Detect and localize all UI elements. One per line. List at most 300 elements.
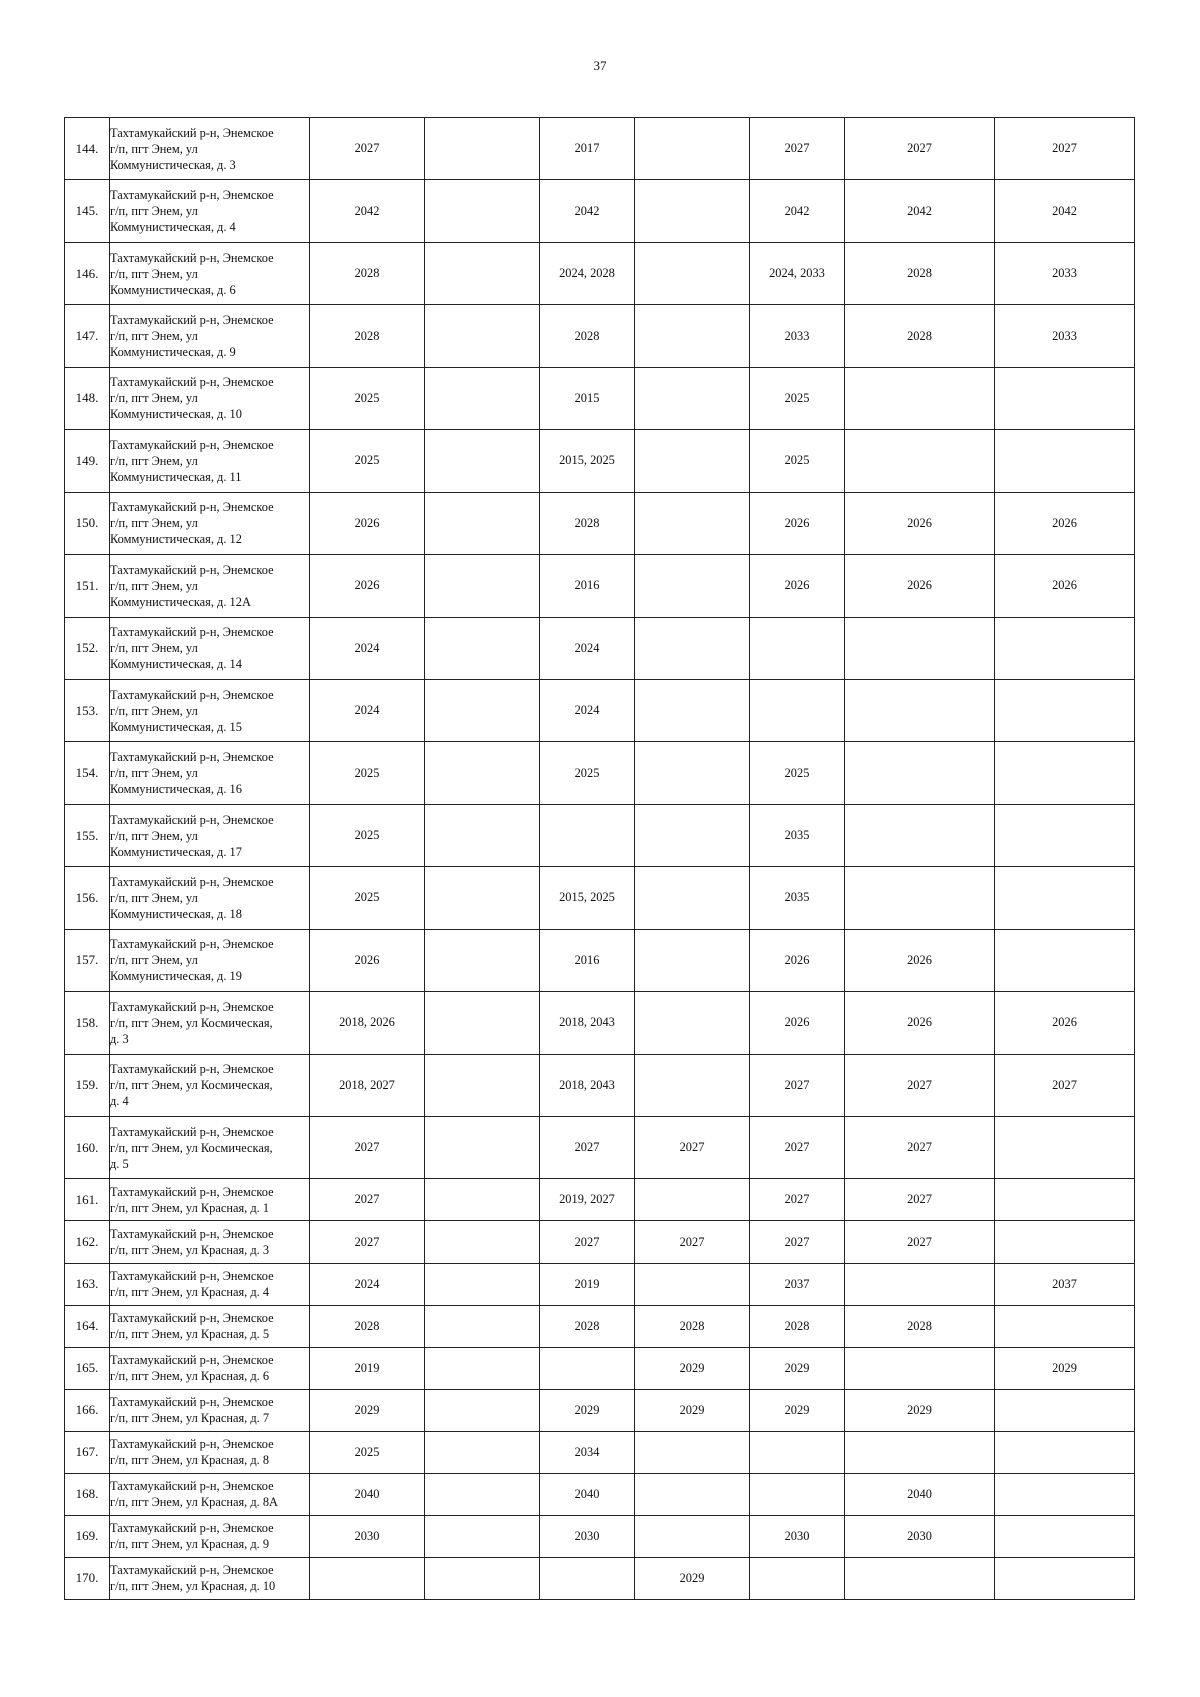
year-cell-col-2 xyxy=(425,305,540,367)
address-cell xyxy=(110,305,310,367)
address-line: Тахтамукайский р-н, Энемское xyxy=(110,937,274,952)
address-line: Тахтамукайский р-н, Энемское xyxy=(110,1184,274,1199)
year-cell-col-5: 2026 xyxy=(750,492,845,554)
year-cell-col-7 xyxy=(995,617,1135,679)
year-cell-col-5: 2027 xyxy=(750,118,845,180)
year-cell-col-1: 2026 xyxy=(310,492,425,554)
row-number: 164. xyxy=(65,1305,110,1347)
row-number: 157. xyxy=(65,929,110,991)
year-cell-col-1: 2026 xyxy=(310,929,425,991)
year-cell-col-7 xyxy=(995,1473,1135,1515)
table-row xyxy=(65,305,1135,367)
year-cell-col-6 xyxy=(845,679,995,741)
year-cell-col-1: 2025 xyxy=(310,430,425,492)
year-cell-col-4 xyxy=(635,1054,750,1116)
year-cell-col-4 xyxy=(635,305,750,367)
year-cell-col-1: 2028 xyxy=(310,305,425,367)
year-cell-col-2 xyxy=(425,1431,540,1473)
year-cell-col-5: 2030 xyxy=(750,1515,845,1557)
year-cell-col-4 xyxy=(635,1473,750,1515)
address-cell xyxy=(110,1431,310,1473)
year-cell-col-5: 2027 xyxy=(750,1179,845,1221)
repair-schedule-table xyxy=(64,117,1135,1600)
year-cell-col-4: 2029 xyxy=(635,1347,750,1389)
year-cell-col-6 xyxy=(845,1347,995,1389)
row-number: 152. xyxy=(65,617,110,679)
year-cell-col-6: 2027 xyxy=(845,1117,995,1179)
year-cell-col-7 xyxy=(995,929,1135,991)
year-cell-col-2 xyxy=(425,180,540,242)
year-cell-col-7: 2037 xyxy=(995,1263,1135,1305)
year-cell-col-6 xyxy=(845,617,995,679)
address-line: г/п, пгт Энем, ул Красная, д. 6 xyxy=(110,1369,270,1384)
address-line: г/п, пгт Энем, ул xyxy=(110,204,198,219)
year-cell-col-3: 2015, 2025 xyxy=(540,867,635,929)
year-cell-col-3: 2029 xyxy=(540,1389,635,1431)
year-cell-col-4 xyxy=(635,867,750,929)
address-line: Тахтамукайский р-н, Энемское xyxy=(110,1227,274,1241)
row-number: 147. xyxy=(65,305,110,367)
year-cell-col-4 xyxy=(635,679,750,741)
year-cell-col-4 xyxy=(635,180,750,242)
address-line: д. 5 xyxy=(110,1156,129,1171)
address-line: г/п, пгт Энем, ул xyxy=(110,141,198,156)
year-cell-col-6: 2027 xyxy=(845,1179,995,1221)
year-cell-col-5: 2025 xyxy=(750,430,845,492)
address-cell xyxy=(110,555,310,617)
year-cell-col-3: 2016 xyxy=(540,555,635,617)
year-cell-col-6: 2030 xyxy=(845,1515,995,1557)
year-cell-col-6: 2026 xyxy=(845,555,995,617)
table-row xyxy=(65,1389,1135,1431)
year-cell-col-3: 2028 xyxy=(540,492,635,554)
year-cell-col-7 xyxy=(995,679,1135,741)
year-cell-col-1 xyxy=(310,1557,425,1599)
address-cell xyxy=(110,867,310,929)
year-cell-col-2 xyxy=(425,430,540,492)
table-row xyxy=(65,1221,1135,1263)
address-line: Тахтамукайский р-н, Энемское xyxy=(110,1479,274,1494)
year-cell-col-1: 2024 xyxy=(310,617,425,679)
year-cell-col-4 xyxy=(635,1515,750,1557)
address-line: Коммунистическая, д. 16 xyxy=(110,782,242,797)
address-cell xyxy=(110,1473,310,1515)
address-line: Коммунистическая, д. 19 xyxy=(110,969,242,984)
address-line: г/п, пгт Энем, ул xyxy=(110,453,198,468)
address-line: Тахтамукайский р-н, Энемское xyxy=(110,562,274,577)
year-cell-col-5 xyxy=(750,1431,845,1473)
year-cell-col-6: 2028 xyxy=(845,1305,995,1347)
year-cell-col-4: 2029 xyxy=(635,1389,750,1431)
year-cell-col-7: 2042 xyxy=(995,180,1135,242)
address-line: г/п, пгт Энем, ул xyxy=(110,266,198,281)
year-cell-col-3: 2028 xyxy=(540,305,635,367)
address-cell xyxy=(110,679,310,741)
row-number: 163. xyxy=(65,1263,110,1305)
row-number: 146. xyxy=(65,242,110,304)
year-cell-col-2 xyxy=(425,1347,540,1389)
row-number: 166. xyxy=(65,1389,110,1431)
year-cell-col-5: 2026 xyxy=(750,992,845,1054)
address-line: Коммунистическая, д. 12 xyxy=(110,532,242,547)
address-cell xyxy=(110,1263,310,1305)
address-line: Коммунистическая, д. 9 xyxy=(110,345,236,360)
year-cell-col-7 xyxy=(995,1221,1135,1263)
year-cell-col-2 xyxy=(425,1305,540,1347)
address-line: Тахтамукайский р-н, Энемское xyxy=(110,188,274,203)
table-row xyxy=(65,617,1135,679)
year-cell-col-3: 2024 xyxy=(540,679,635,741)
year-cell-col-1: 2027 xyxy=(310,1179,425,1221)
address-line: г/п, пгт Энем, ул Красная, д. 1 xyxy=(110,1200,270,1215)
year-cell-col-4: 2029 xyxy=(635,1557,750,1599)
address-cell xyxy=(110,180,310,242)
year-cell-col-7 xyxy=(995,1179,1135,1221)
address-line: г/п, пгт Энем, ул xyxy=(110,953,198,968)
address-line: Тахтамукайский р-н, Энемское xyxy=(110,1521,274,1536)
row-number: 162. xyxy=(65,1221,110,1263)
table-row xyxy=(65,992,1135,1054)
address-cell xyxy=(110,492,310,554)
address-line: г/п, пгт Энем, ул Красная, д. 10 xyxy=(110,1579,276,1594)
year-cell-col-2 xyxy=(425,679,540,741)
address-line: Тахтамукайский р-н, Энемское xyxy=(110,1437,274,1452)
address-line: Коммунистическая, д. 12А xyxy=(110,594,251,609)
year-cell-col-4 xyxy=(635,1431,750,1473)
year-cell-col-4 xyxy=(635,555,750,617)
year-cell-col-4 xyxy=(635,118,750,180)
year-cell-col-6: 2027 xyxy=(845,1054,995,1116)
table-row xyxy=(65,1473,1135,1515)
year-cell-col-7 xyxy=(995,804,1135,866)
row-number: 151. xyxy=(65,555,110,617)
year-cell-col-6: 2027 xyxy=(845,118,995,180)
year-cell-col-1: 2018, 2027 xyxy=(310,1054,425,1116)
year-cell-col-4 xyxy=(635,617,750,679)
table-row xyxy=(65,430,1135,492)
table-row xyxy=(65,492,1135,554)
table-row xyxy=(65,1515,1135,1557)
address-cell xyxy=(110,742,310,804)
address-cell xyxy=(110,617,310,679)
address-line: г/п, пгт Энем, ул Красная, д. 8А xyxy=(110,1495,278,1510)
year-cell-col-5: 2029 xyxy=(750,1389,845,1431)
year-cell-col-4 xyxy=(635,742,750,804)
year-cell-col-2 xyxy=(425,1263,540,1305)
address-line: г/п, пгт Энем, ул Космическая, xyxy=(110,1140,273,1155)
year-cell-col-2 xyxy=(425,1515,540,1557)
address-cell xyxy=(110,804,310,866)
year-cell-col-6 xyxy=(845,430,995,492)
address-line: Тахтамукайский р-н, Энемское xyxy=(110,250,274,265)
address-line: Тахтамукайский р-н, Энемское xyxy=(110,874,274,889)
year-cell-col-5: 2025 xyxy=(750,367,845,429)
address-cell xyxy=(110,367,310,429)
year-cell-col-2 xyxy=(425,555,540,617)
address-line: Коммунистическая, д. 10 xyxy=(110,407,242,422)
year-cell-col-3: 2019, 2027 xyxy=(540,1179,635,1221)
year-cell-col-2 xyxy=(425,992,540,1054)
year-cell-col-5: 2027 xyxy=(750,1054,845,1116)
row-number: 159. xyxy=(65,1054,110,1116)
address-line: г/п, пгт Энем, ул Красная, д. 5 xyxy=(110,1327,270,1342)
table-row xyxy=(65,367,1135,429)
year-cell-col-2 xyxy=(425,1117,540,1179)
year-cell-col-1: 2027 xyxy=(310,1221,425,1263)
year-cell-col-4 xyxy=(635,430,750,492)
year-cell-col-5: 2029 xyxy=(750,1347,845,1389)
year-cell-col-1: 2025 xyxy=(310,742,425,804)
year-cell-col-2 xyxy=(425,867,540,929)
year-cell-col-7 xyxy=(995,430,1135,492)
year-cell-col-2 xyxy=(425,1054,540,1116)
year-cell-col-2 xyxy=(425,617,540,679)
address-line: г/п, пгт Энем, ул Красная, д. 8 xyxy=(110,1453,270,1468)
address-cell xyxy=(110,242,310,304)
row-number: 145. xyxy=(65,180,110,242)
year-cell-col-5: 2026 xyxy=(750,555,845,617)
address-line: г/п, пгт Энем, ул Красная, д. 3 xyxy=(110,1243,270,1257)
address-line: Коммунистическая, д. 6 xyxy=(110,282,236,297)
address-line: Тахтамукайский р-н, Энемское xyxy=(110,750,274,765)
year-cell-col-1: 2028 xyxy=(310,242,425,304)
year-cell-col-5: 2035 xyxy=(750,867,845,929)
address-line: г/п, пгт Энем, ул xyxy=(110,329,198,344)
address-cell xyxy=(110,1054,310,1116)
year-cell-col-4 xyxy=(635,992,750,1054)
address-cell xyxy=(110,430,310,492)
year-cell-col-5: 2024, 2033 xyxy=(750,242,845,304)
year-cell-col-6: 2028 xyxy=(845,242,995,304)
year-cell-col-1: 2027 xyxy=(310,118,425,180)
year-cell-col-1: 2019 xyxy=(310,1347,425,1389)
table-row xyxy=(65,242,1135,304)
address-line: Коммунистическая, д. 3 xyxy=(110,157,236,172)
address-line: д. 3 xyxy=(110,1031,129,1046)
table-row xyxy=(65,555,1135,617)
year-cell-col-3: 2017 xyxy=(540,118,635,180)
year-cell-col-2 xyxy=(425,492,540,554)
address-line: Тахтамукайский р-н, Энемское xyxy=(110,1395,274,1410)
address-line: Коммунистическая, д. 11 xyxy=(110,469,242,484)
address-line: г/п, пгт Энем, ул Красная, д. 7 xyxy=(110,1411,270,1426)
year-cell-col-7 xyxy=(995,1389,1135,1431)
address-line: Тахтамукайский р-н, Энемское xyxy=(110,1311,274,1326)
address-cell xyxy=(110,1117,310,1179)
address-line: г/п, пгт Энем, ул Космическая, xyxy=(110,1015,273,1030)
address-cell xyxy=(110,118,310,180)
year-cell-col-6 xyxy=(845,867,995,929)
address-line: Тахтамукайский р-н, Энемское xyxy=(110,625,274,640)
table-row xyxy=(65,1347,1135,1389)
address-line: Тахтамукайский р-н, Энемское xyxy=(110,999,274,1014)
year-cell-col-7: 2029 xyxy=(995,1347,1135,1389)
address-cell xyxy=(110,1305,310,1347)
year-cell-col-5 xyxy=(750,1557,845,1599)
year-cell-col-4 xyxy=(635,1263,750,1305)
year-cell-col-7: 2027 xyxy=(995,118,1135,180)
year-cell-col-7 xyxy=(995,1431,1135,1473)
address-cell xyxy=(110,1179,310,1221)
year-cell-col-7: 2026 xyxy=(995,992,1135,1054)
year-cell-col-1: 2042 xyxy=(310,180,425,242)
row-number: 144. xyxy=(65,118,110,180)
year-cell-col-7 xyxy=(995,1117,1135,1179)
page-number: 37 xyxy=(593,58,607,73)
address-line: г/п, пгт Энем, ул Красная, д. 9 xyxy=(110,1537,270,1552)
address-line: Тахтамукайский р-н, Энемское xyxy=(110,1269,274,1284)
row-number: 168. xyxy=(65,1473,110,1515)
year-cell-col-3: 2025 xyxy=(540,742,635,804)
year-cell-col-7 xyxy=(995,742,1135,804)
year-cell-col-5: 2027 xyxy=(750,1221,845,1263)
year-cell-col-3 xyxy=(540,804,635,866)
year-cell-col-6 xyxy=(845,804,995,866)
address-line: г/п, пгт Энем, ул xyxy=(110,766,198,781)
year-cell-col-3: 2024, 2028 xyxy=(540,242,635,304)
address-line: Тахтамукайский р-н, Энемское xyxy=(110,500,274,515)
year-cell-col-3: 2040 xyxy=(540,1473,635,1515)
year-cell-col-5: 2028 xyxy=(750,1305,845,1347)
year-cell-col-6: 2029 xyxy=(845,1389,995,1431)
address-line: г/п, пгт Энем, ул Космическая, xyxy=(110,1078,273,1093)
year-cell-col-7: 2026 xyxy=(995,555,1135,617)
year-cell-col-6: 2026 xyxy=(845,929,995,991)
year-cell-col-3: 2024 xyxy=(540,617,635,679)
year-cell-col-7: 2033 xyxy=(995,305,1135,367)
address-cell xyxy=(110,1221,310,1263)
year-cell-col-2 xyxy=(425,1179,540,1221)
address-cell xyxy=(110,1557,310,1599)
address-line: Тахтамукайский р-н, Энемское xyxy=(110,812,274,827)
row-number: 148. xyxy=(65,367,110,429)
address-line: Коммунистическая, д. 14 xyxy=(110,657,242,672)
address-line: Тахтамукайский р-н, Энемское xyxy=(110,1353,274,1368)
row-number: 169. xyxy=(65,1515,110,1557)
address-line: Тахтамукайский р-н, Энемское xyxy=(110,437,274,452)
table-row xyxy=(65,679,1135,741)
address-line: г/п, пгт Энем, ул xyxy=(110,641,198,656)
year-cell-col-1: 2025 xyxy=(310,1431,425,1473)
year-cell-col-3: 2015, 2025 xyxy=(540,430,635,492)
year-cell-col-2 xyxy=(425,242,540,304)
year-cell-col-1: 2018, 2026 xyxy=(310,992,425,1054)
address-line: Тахтамукайский р-н, Энемское xyxy=(110,687,274,702)
year-cell-col-6 xyxy=(845,1557,995,1599)
row-number: 161. xyxy=(65,1179,110,1221)
address-line: Тахтамукайский р-н, Энемское xyxy=(110,375,274,390)
year-cell-col-5: 2025 xyxy=(750,742,845,804)
year-cell-col-2 xyxy=(425,118,540,180)
year-cell-col-7: 2026 xyxy=(995,492,1135,554)
table-body xyxy=(65,118,1135,1600)
address-line: г/п, пгт Энем, ул Красная, д. 4 xyxy=(110,1285,270,1300)
year-cell-col-2 xyxy=(425,367,540,429)
address-line: Тахтамукайский р-н, Энемское xyxy=(110,125,274,140)
year-cell-col-6: 2026 xyxy=(845,992,995,1054)
address-line: г/п, пгт Энем, ул xyxy=(110,828,198,843)
year-cell-col-2 xyxy=(425,804,540,866)
table-row xyxy=(65,118,1135,180)
year-cell-col-5 xyxy=(750,617,845,679)
year-cell-col-5: 2037 xyxy=(750,1263,845,1305)
row-number: 167. xyxy=(65,1431,110,1473)
year-cell-col-1: 2030 xyxy=(310,1515,425,1557)
year-cell-col-2 xyxy=(425,929,540,991)
year-cell-col-7: 2033 xyxy=(995,242,1135,304)
address-line: Тахтамукайский р-н, Энемское xyxy=(110,1062,274,1077)
year-cell-col-2 xyxy=(425,1557,540,1599)
year-cell-col-4 xyxy=(635,242,750,304)
year-cell-col-5: 2035 xyxy=(750,804,845,866)
row-number: 149. xyxy=(65,430,110,492)
address-cell xyxy=(110,1347,310,1389)
year-cell-col-3: 2030 xyxy=(540,1515,635,1557)
year-cell-col-6: 2026 xyxy=(845,492,995,554)
year-cell-col-1: 2029 xyxy=(310,1389,425,1431)
year-cell-col-4 xyxy=(635,929,750,991)
year-cell-col-3: 2042 xyxy=(540,180,635,242)
row-number: 170. xyxy=(65,1557,110,1599)
year-cell-col-7 xyxy=(995,1557,1135,1599)
year-cell-col-3: 2016 xyxy=(540,929,635,991)
address-cell xyxy=(110,1515,310,1557)
year-cell-col-5 xyxy=(750,1473,845,1515)
year-cell-col-1: 2024 xyxy=(310,679,425,741)
year-cell-col-6: 2040 xyxy=(845,1473,995,1515)
address-cell xyxy=(110,1389,310,1431)
year-cell-col-1: 2025 xyxy=(310,367,425,429)
row-number: 153. xyxy=(65,679,110,741)
year-cell-col-5: 2042 xyxy=(750,180,845,242)
year-cell-col-7: 2027 xyxy=(995,1054,1135,1116)
table-row xyxy=(65,1117,1135,1179)
table-row xyxy=(65,742,1135,804)
year-cell-col-4: 2028 xyxy=(635,1305,750,1347)
table-row xyxy=(65,1179,1135,1221)
year-cell-col-6 xyxy=(845,742,995,804)
year-cell-col-1: 2025 xyxy=(310,867,425,929)
address-line: г/п, пгт Энем, ул xyxy=(110,516,198,531)
address-line: Коммунистическая, д. 17 xyxy=(110,844,242,859)
table-row xyxy=(65,1305,1135,1347)
year-cell-col-4: 2027 xyxy=(635,1221,750,1263)
row-number: 150. xyxy=(65,492,110,554)
year-cell-col-6 xyxy=(845,1431,995,1473)
year-cell-col-5: 2033 xyxy=(750,305,845,367)
address-line: г/п, пгт Энем, ул xyxy=(110,703,198,718)
year-cell-col-2 xyxy=(425,1473,540,1515)
year-cell-col-1: 2024 xyxy=(310,1263,425,1305)
year-cell-col-1: 2028 xyxy=(310,1305,425,1347)
year-cell-col-7 xyxy=(995,1305,1135,1347)
year-cell-col-6 xyxy=(845,367,995,429)
address-line: д. 4 xyxy=(110,1094,129,1109)
year-cell-col-4 xyxy=(635,492,750,554)
table-row xyxy=(65,1263,1135,1305)
table-row xyxy=(65,867,1135,929)
year-cell-col-3 xyxy=(540,1557,635,1599)
row-number: 158. xyxy=(65,992,110,1054)
year-cell-col-1: 2025 xyxy=(310,804,425,866)
year-cell-col-5: 2027 xyxy=(750,1117,845,1179)
year-cell-col-4 xyxy=(635,1179,750,1221)
address-line: Тахтамукайский р-н, Энемское xyxy=(110,1563,274,1578)
address-line: Тахтамукайский р-н, Энемское xyxy=(110,1124,274,1139)
table-row xyxy=(65,1431,1135,1473)
year-cell-col-4 xyxy=(635,367,750,429)
table-row xyxy=(65,180,1135,242)
